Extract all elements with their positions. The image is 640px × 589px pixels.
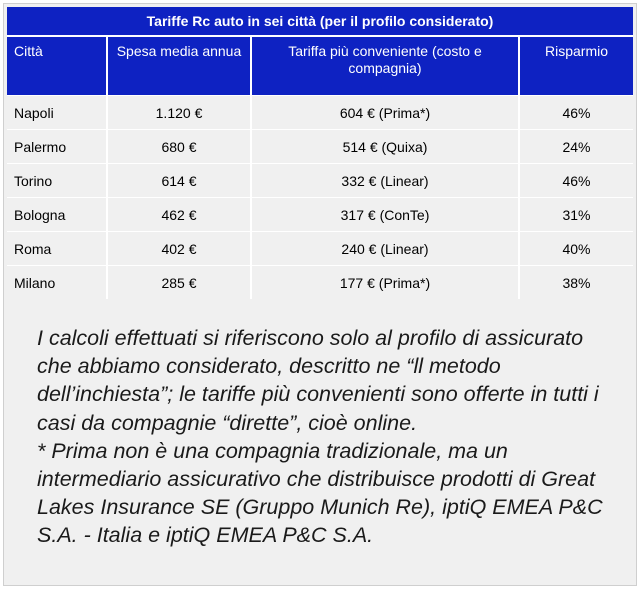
footnote-prima: * Prima non è una compagnia tradizionale, ma un intermediario assicurativo che distribuisce prodotti di Great Lakes Insurance SE (Gruppo Munich Re), iptiQ EMEA P&C S.A. - Italia e iptiQ EMEA P&C S.A. bbox=[37, 438, 603, 548]
cell-city: Roma bbox=[7, 232, 107, 266]
table-row bbox=[7, 130, 633, 164]
table-row bbox=[7, 198, 633, 232]
cell-average: 462 € bbox=[107, 198, 251, 232]
footnote bbox=[37, 324, 617, 550]
cell-saving: 31% bbox=[519, 198, 633, 232]
cell-saving: 40% bbox=[519, 232, 633, 266]
cell-city: Milano bbox=[7, 266, 107, 300]
table-row bbox=[7, 96, 633, 130]
footnote-method: I calcoli effettuati si riferiscono solo al profilo di assicurato che abbiamo considerato, descritto ne “ll metodo dell’inchiesta”; le tariffe più convenienti sono offerte in tutti i casi da compagnie “dirette”, cioè online. bbox=[37, 326, 599, 435]
cell-city: Torino bbox=[7, 164, 107, 198]
cell-saving: 24% bbox=[519, 130, 633, 164]
header-best-rate: Tariffa più conveniente (costo e compagnia) bbox=[251, 37, 519, 96]
cell-best: 240 € (Linear) bbox=[251, 232, 519, 266]
table-row bbox=[7, 232, 633, 266]
table-title: Tariffe Rc auto in sei città (per il profilo considerato) bbox=[7, 7, 633, 37]
cell-average: 614 € bbox=[107, 164, 251, 198]
table-header-row bbox=[7, 37, 633, 96]
header-saving: Risparmio bbox=[519, 37, 633, 96]
table-row bbox=[7, 164, 633, 198]
header-city: Città bbox=[7, 37, 107, 96]
cell-average: 680 € bbox=[107, 130, 251, 164]
cell-best: 317 € (ConTe) bbox=[251, 198, 519, 232]
table-row bbox=[7, 266, 633, 300]
cell-best: 177 € (Prima*) bbox=[251, 266, 519, 300]
cell-city: Palermo bbox=[7, 130, 107, 164]
cell-average: 285 € bbox=[107, 266, 251, 300]
cell-average: 1.120 € bbox=[107, 96, 251, 130]
cell-saving: 38% bbox=[519, 266, 633, 300]
cell-best: 604 € (Prima*) bbox=[251, 96, 519, 130]
cell-best: 332 € (Linear) bbox=[251, 164, 519, 198]
cell-city: Napoli bbox=[7, 96, 107, 130]
info-card bbox=[3, 3, 637, 586]
header-average-spend: Spesa media annua bbox=[107, 37, 251, 96]
cell-saving: 46% bbox=[519, 96, 633, 130]
rates-table bbox=[7, 37, 633, 299]
cell-city: Bologna bbox=[7, 198, 107, 232]
cell-saving: 46% bbox=[519, 164, 633, 198]
cell-best: 514 € (Quixa) bbox=[251, 130, 519, 164]
cell-average: 402 € bbox=[107, 232, 251, 266]
